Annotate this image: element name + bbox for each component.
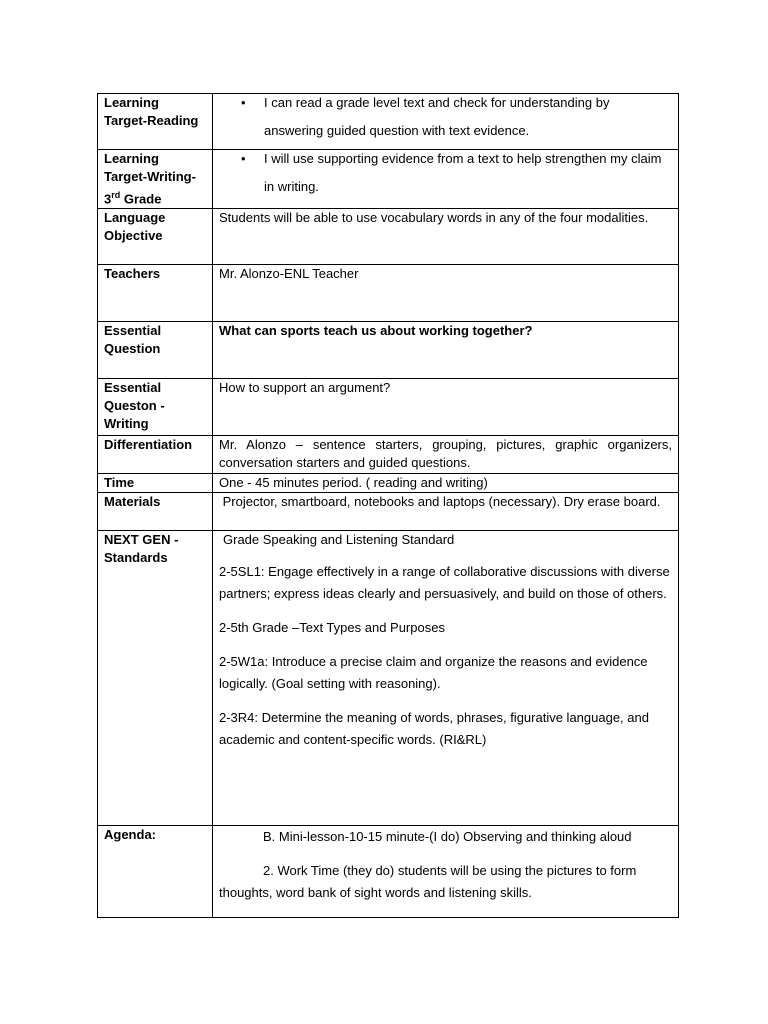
row-teachers xyxy=(98,265,679,322)
label-line: Language xyxy=(104,210,166,226)
row-essential-question xyxy=(98,322,679,379)
standard-r4: 2-3R4: Determine the meaning of words, phrases, figurative language, and academic and content-specific words. (RI&RL) xyxy=(219,710,649,748)
row-materials xyxy=(98,493,679,531)
label-line: NEXT GEN - xyxy=(104,532,179,548)
label-language-objective xyxy=(98,209,213,265)
label-line: Target-Reading xyxy=(104,113,199,128)
agenda-item xyxy=(219,860,672,904)
bullet-item xyxy=(219,145,672,201)
label-materials: Materials xyxy=(98,493,213,531)
bullet-text: I can read a grade level text and check for understanding by answering guided question with text evidence. xyxy=(264,95,610,138)
value-agenda xyxy=(213,826,679,918)
value-time: One - 45 minutes period. ( reading and writing) xyxy=(213,474,679,493)
row-standards xyxy=(98,531,679,826)
bullet-icon: • xyxy=(241,95,246,110)
label-line: Queston - xyxy=(104,398,165,414)
label-learning-target-writing xyxy=(98,150,213,209)
label-line: Target-Writing- xyxy=(104,169,196,184)
standard-text-types: 2-5th Grade –Text Types and Purposes xyxy=(219,620,445,636)
standards-heading: Grade Speaking and Listening Standard xyxy=(223,532,455,548)
value-learning-target-reading xyxy=(213,94,679,150)
label-time: Time xyxy=(98,474,213,493)
label-line: Objective xyxy=(104,228,163,244)
lesson-plan-table xyxy=(97,93,679,918)
row-differentiation xyxy=(98,436,679,474)
row-agenda xyxy=(98,826,679,918)
label-learning-target-reading xyxy=(98,94,213,150)
label-line: Standards xyxy=(104,550,168,566)
label-essential-question-writing xyxy=(98,379,213,436)
row-essential-question-writing xyxy=(98,379,679,436)
objective-text: Students will be able to use vocabulary words in any of the four modalities. xyxy=(219,210,649,226)
row-time xyxy=(98,474,679,493)
value-teachers: Mr. Alonzo-ENL Teacher xyxy=(213,265,679,322)
value-materials: Projector, smartboard, notebooks and laptops (necessary). Dry erase board. xyxy=(213,493,679,531)
value-differentiation: Mr. Alonzo – sentence starters, grouping, pictures, graphic organizers, conversation starters and guided questions. xyxy=(213,436,679,474)
value-essential-question: What can sports teach us about working together? xyxy=(213,322,679,379)
label-line xyxy=(104,186,206,208)
grade-word: Grade xyxy=(120,191,162,207)
label-teachers: Teachers xyxy=(98,265,213,322)
agenda-item: B. Mini-lesson-10-15 minute-(I do) Observing and thinking aloud xyxy=(263,829,632,845)
label-line: Learning xyxy=(104,151,159,166)
bullet-item xyxy=(219,89,672,145)
row-learning-target-writing xyxy=(98,150,679,209)
label-line: Essential xyxy=(104,380,162,396)
label-essential-question xyxy=(98,322,213,379)
standard-w1a: 2-5W1a: Introduce a precise claim and organize the reasons and evidence logically. (Goal setting with reasoning). xyxy=(219,654,648,692)
bullet-icon: • xyxy=(241,151,246,166)
value-language-objective xyxy=(213,209,679,265)
value-learning-target-writing xyxy=(213,150,679,209)
row-language-objective xyxy=(98,209,679,265)
label-agenda: Agenda: xyxy=(98,826,213,918)
label-line: Learning xyxy=(104,95,159,110)
ordinal-suffix: rd xyxy=(111,190,121,200)
value-essential-question-writing: How to support an argument? xyxy=(213,379,679,436)
standard-sl1: 2-5SL1: Engage effectively in a range of collaborative discussions with diverse partners; express ideas clearly and persuasively, and build on those of others. xyxy=(219,564,670,602)
label-line: Essential xyxy=(104,323,162,339)
agenda-item-text: 2. Work Time (they do) students will be using the pictures to form thoughts, word bank of sight words and listening skills. xyxy=(219,863,637,901)
label-line: Writing xyxy=(104,416,149,432)
label-differentiation: Differentiation xyxy=(98,436,213,474)
grade-number: 3 xyxy=(104,191,112,207)
value-standards xyxy=(213,531,679,826)
bullet-text: I will use supporting evidence from a text to help strengthen my claim in writing. xyxy=(264,151,662,194)
label-standards xyxy=(98,531,213,826)
row-learning-target-reading xyxy=(98,94,679,150)
label-line: Question xyxy=(104,341,161,357)
